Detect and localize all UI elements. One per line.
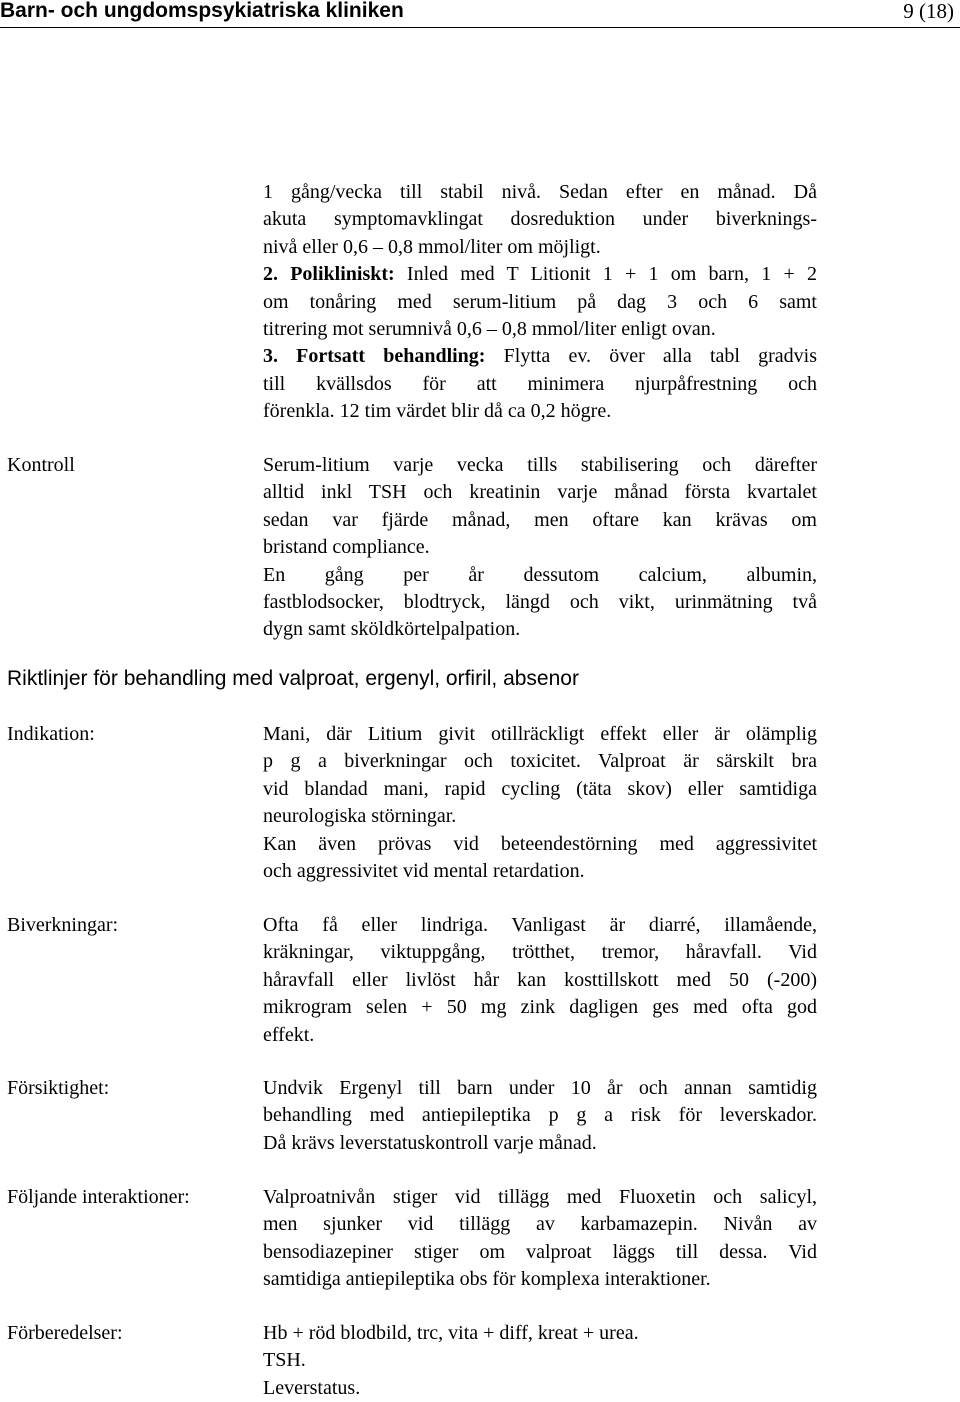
text-line: neurologiska störningar.	[263, 805, 457, 828]
text-line: håravfall eller livlöst hår kan kosttillskott med 50 (-200)	[263, 968, 817, 991]
kontroll-text	[263, 452, 817, 644]
text-line: bensodiazepiner stiger om valproat läggs till dessa. Vid	[263, 1240, 817, 1263]
text-line: En gång per år dessutom calcium, albumin,	[263, 563, 817, 586]
text-line: men sjunker vid tillägg av karbamazepin. Nivån av	[263, 1213, 817, 1236]
indikation-text	[263, 721, 817, 885]
forberedelser-text	[263, 1320, 817, 1402]
text-line: Ofta få eller lindriga. Vanligast är diarré, illamående,	[263, 914, 817, 936]
text-line: akuta symptomavklingat dosreduktion under biverknings-	[263, 208, 817, 231]
lithium-continuation-block	[263, 179, 817, 426]
interaktioner-label: Följande interaktioner:	[7, 1186, 190, 1208]
text-line: behandling med antiepileptika p g a risk för leverskador.	[263, 1104, 817, 1127]
text-line: vid blandad mani, rapid cycling (täta skov) eller samtidiga	[263, 777, 817, 800]
text-line: samtidiga antiepileptika obs för komplexa interaktioner.	[263, 1268, 711, 1291]
text-line: Då krävs leverstatuskontroll varje månad.	[263, 1131, 597, 1154]
text-line: nivå eller 0,6 – 0,8 mmol/liter om möjligt.	[263, 235, 601, 258]
text-line: Undvik Ergenyl till barn under 10 år och annan samtidig	[263, 1077, 817, 1099]
text-line: dygn samt sköldkörtelpalpation.	[263, 618, 521, 641]
page-number: 9 (18)	[903, 0, 954, 23]
item-3-line: 3. Fortsatt behandling: Flytta ev. över alla tabl gradvis	[263, 345, 817, 368]
header-rule	[0, 27, 960, 28]
biverkningar-text	[263, 912, 817, 1049]
text-line: Serum-litium varje vecka tills stabilisering och därefter	[263, 454, 817, 476]
text-line: bristand compliance.	[263, 536, 430, 559]
text-line: Valproatnivån stiger vid tillägg med Fluoxetin och salicyl,	[263, 1186, 817, 1208]
text-line: kräkningar, viktuppgång, trötthet, tremor, håravfall. Vid	[263, 941, 817, 964]
text-line: effekt.	[263, 1023, 315, 1046]
indikation-label: Indikation:	[7, 723, 95, 745]
text-line: mikrogram selen + 50 mg zink dagligen ges med ofta god	[263, 996, 817, 1019]
text-line: Leverstatus.	[263, 1376, 361, 1399]
item-2-line: 2. Polikliniskt: Inled med T Litionit 1 + 1 om barn, 1 + 2	[263, 263, 817, 286]
forsiktighet-text	[263, 1075, 817, 1157]
text-line: TSH.	[263, 1349, 306, 1372]
text-line: om tonåring med serum-litium på dag 3 och 6 samt	[263, 290, 817, 313]
text-line: 1 gång/vecka till stabil nivå. Sedan efter en månad. Då	[263, 181, 817, 203]
text-line: och aggressivitet vid mental retardation.	[263, 860, 585, 883]
text-line: fastblodsocker, blodtryck, längd och vikt, urinmätning två	[263, 591, 817, 614]
kontroll-label: Kontroll	[7, 454, 75, 476]
interaktioner-text	[263, 1184, 817, 1294]
text-line: till kvällsdos för att minimera njurpåfrestning och	[263, 372, 817, 395]
biverkningar-label: Biverkningar:	[7, 914, 119, 936]
text-line: Kan även prövas vid beteendestörning med aggressivitet	[263, 832, 817, 855]
forberedelser-label: Förberedelser:	[7, 1322, 123, 1344]
text-line: alltid inkl TSH och kreatinin varje månad första kvartalet	[263, 481, 817, 504]
text-line: sedan var fjärde månad, men oftare kan krävas om	[263, 508, 817, 531]
item-2-label: 2. Polikliniskt:	[263, 263, 395, 286]
text-line: p g a biverkningar och toxicitet. Valproat är särskilt bra	[263, 750, 817, 773]
text-line: Hb + röd blodbild, trc, vita + diff, kreat + urea.	[263, 1322, 639, 1344]
section-heading: Riktlinjer för behandling med valproat, ergenyl, orfiril, absenor	[7, 667, 579, 690]
clinic-title: Barn- och ungdomspsykiatriska kliniken	[0, 0, 404, 22]
text-line: förenkla. 12 tim värdet blir då ca 0,2 högre.	[263, 400, 612, 423]
forsiktighet-label: Försiktighet:	[7, 1077, 110, 1099]
page-header	[0, 0, 960, 28]
item-3-label: 3. Fortsatt behandling:	[263, 345, 486, 368]
text-line: Mani, där Litium givit otillräckligt effekt eller är olämplig	[263, 723, 817, 745]
text-line: titrering mot serumnivå 0,6 – 0,8 mmol/liter enligt ovan.	[263, 318, 716, 341]
